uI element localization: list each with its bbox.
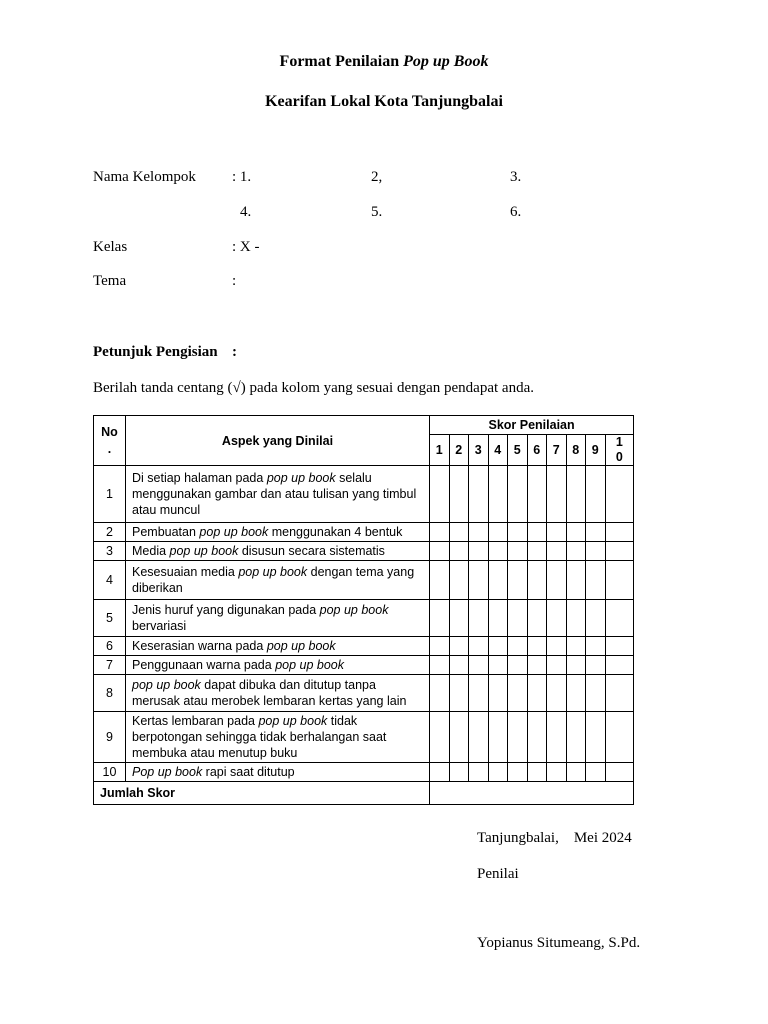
- score-cell-3[interactable]: [469, 637, 489, 656]
- nama-slot-1: : 1.: [232, 169, 252, 185]
- score-cell-2[interactable]: [449, 600, 469, 637]
- score-cell-2[interactable]: [449, 656, 469, 675]
- score-cell-10[interactable]: [605, 675, 634, 712]
- score-cell-9[interactable]: [586, 763, 606, 782]
- aspect-text-part: Media: [132, 544, 170, 558]
- aspect-text: [126, 561, 430, 600]
- aspect-text-italic: pop up book: [319, 603, 389, 617]
- aspect-text-italic: pop up book: [238, 565, 308, 579]
- score-cell-4[interactable]: [488, 656, 508, 675]
- score-cell-5[interactable]: [508, 637, 528, 656]
- title-text: Format Penilaian: [279, 53, 404, 70]
- aspect-text-italic: pop up book: [266, 639, 336, 653]
- aspect-text-italic: pop up book: [132, 678, 201, 692]
- score-cell-2[interactable]: [449, 561, 469, 600]
- score-cell-3[interactable]: [469, 763, 489, 782]
- signature-name: Yopianus Situmeang, S.Pd.: [477, 935, 641, 951]
- score-cell-10[interactable]: [605, 712, 634, 763]
- table-row: [94, 637, 634, 656]
- table-header-row: [94, 416, 634, 435]
- score-cell-8[interactable]: [566, 763, 586, 782]
- table-row: [94, 600, 634, 637]
- score-cell-6[interactable]: [527, 637, 547, 656]
- score-cell-10[interactable]: [605, 656, 634, 675]
- score-cell-10[interactable]: [605, 561, 634, 600]
- row-number: 8: [94, 675, 126, 712]
- score-cell-4[interactable]: [488, 561, 508, 600]
- score-cell-6[interactable]: [527, 561, 547, 600]
- score-cell-5[interactable]: [508, 542, 528, 561]
- score-col-9: 9: [586, 435, 606, 466]
- score-cell-7[interactable]: [547, 523, 567, 542]
- score-cell-1[interactable]: [430, 466, 450, 523]
- aspect-text-part: disusun secara sistematis: [238, 544, 385, 558]
- aspect-text-part: bervariasi: [132, 619, 187, 633]
- total-score-cell[interactable]: [430, 782, 634, 805]
- score-col-2: 2: [449, 435, 469, 466]
- score-cell-2[interactable]: [449, 523, 469, 542]
- row-number: 3: [94, 542, 126, 561]
- score-cell-7[interactable]: [547, 561, 567, 600]
- score-cell-5[interactable]: [508, 763, 528, 782]
- score-cell-6[interactable]: [527, 600, 547, 637]
- score-cell-7[interactable]: [547, 637, 567, 656]
- row-number: 10: [94, 763, 126, 782]
- score-cell-9[interactable]: [586, 600, 606, 637]
- score-cell-2[interactable]: [449, 637, 469, 656]
- aspect-text-italic: pop up book: [258, 714, 328, 728]
- aspect-text: [126, 656, 430, 675]
- score-cell-10[interactable]: [605, 600, 634, 637]
- row-number: 5: [94, 600, 126, 637]
- score-cell-4[interactable]: [488, 675, 508, 712]
- score-cell-4[interactable]: [488, 466, 508, 523]
- score-cell-1[interactable]: [430, 656, 450, 675]
- aspect-text-part: Penggunaan warna pada: [132, 658, 276, 672]
- header-no: No .: [94, 416, 126, 466]
- score-cell-3[interactable]: [469, 712, 489, 763]
- table-row: [94, 542, 634, 561]
- score-cell-10[interactable]: [605, 637, 634, 656]
- score-cell-9[interactable]: [586, 675, 606, 712]
- instructions-heading: Petunjuk Pengisian: [93, 344, 218, 360]
- title-italic: Pop up Book: [403, 53, 489, 70]
- score-cell-8[interactable]: [566, 561, 586, 600]
- nama-slot-5: 5.: [371, 204, 383, 220]
- aspect-text-italic: pop up book: [169, 544, 239, 558]
- score-col-8: 8: [566, 435, 586, 466]
- score-cell-4[interactable]: [488, 523, 508, 542]
- nama-slot-4: 4.: [240, 204, 252, 220]
- score-cell-8[interactable]: [566, 600, 586, 637]
- score-cell-9[interactable]: [586, 542, 606, 561]
- score-cell-9[interactable]: [586, 561, 606, 600]
- row-number: 9: [94, 712, 126, 763]
- score-cell-3[interactable]: [469, 675, 489, 712]
- row-number: 1: [94, 466, 126, 523]
- score-cell-5[interactable]: [508, 466, 528, 523]
- row-number: 2: [94, 523, 126, 542]
- score-cell-4[interactable]: [488, 542, 508, 561]
- aspect-text-part: tidak berpotongan sehingga tidak berhalangan saat membuka atau menutup buku: [132, 714, 387, 760]
- aspect-text-part: Pembuatan: [132, 525, 200, 539]
- row-number: 4: [94, 561, 126, 600]
- score-cell-5[interactable]: [508, 656, 528, 675]
- score-cell-4[interactable]: [488, 600, 508, 637]
- score-cell-4[interactable]: [488, 712, 508, 763]
- score-cell-1[interactable]: [430, 763, 450, 782]
- score-cell-6[interactable]: [527, 763, 547, 782]
- score-cell-5[interactable]: [508, 712, 528, 763]
- score-cell-3[interactable]: [469, 656, 489, 675]
- score-cell-1[interactable]: [430, 637, 450, 656]
- aspect-text-part: Kesesuaian media: [132, 565, 239, 579]
- table-row: [94, 712, 634, 763]
- score-cell-2[interactable]: [449, 675, 469, 712]
- table-row: [94, 656, 634, 675]
- score-cell-1[interactable]: [430, 712, 450, 763]
- assessment-table: [93, 415, 634, 805]
- header-skor-penilaian: Skor Penilaian: [430, 416, 634, 435]
- score-col-10: 1 0: [605, 435, 634, 466]
- score-cell-7[interactable]: [547, 712, 567, 763]
- score-cell-3[interactable]: [469, 561, 489, 600]
- table-row: [94, 523, 634, 542]
- score-col-1: 1: [430, 435, 450, 466]
- score-cell-8[interactable]: [566, 523, 586, 542]
- score-cell-5[interactable]: [508, 675, 528, 712]
- row-number: 6: [94, 637, 126, 656]
- score-cell-6[interactable]: [527, 542, 547, 561]
- nama-slot-3: 3.: [510, 169, 522, 185]
- aspect-text-italic: Pop up book: [132, 765, 203, 779]
- header-aspek: Aspek yang Dinilai: [126, 416, 430, 466]
- score-cell-6[interactable]: [527, 466, 547, 523]
- nama-kelompok-label: Nama Kelompok: [93, 169, 196, 185]
- score-cell-8[interactable]: [566, 637, 586, 656]
- score-cell-1[interactable]: [430, 561, 450, 600]
- score-cell-8[interactable]: [566, 542, 586, 561]
- score-cell-8[interactable]: [566, 712, 586, 763]
- score-cell-1[interactable]: [430, 542, 450, 561]
- aspect-text-part: Jenis huruf yang digunakan pada: [132, 603, 320, 617]
- score-cell-6[interactable]: [527, 675, 547, 712]
- aspect-text-italic: pop up book: [199, 525, 269, 539]
- score-cell-3[interactable]: [469, 523, 489, 542]
- aspect-text: [126, 542, 430, 561]
- instructions-text: Berilah tanda centang (√) pada kolom yang sesuai dengan pendapat anda.: [93, 380, 534, 396]
- score-cell-2[interactable]: [449, 763, 469, 782]
- score-cell-6[interactable]: [527, 712, 547, 763]
- aspect-text: [126, 600, 430, 637]
- tema-value: :: [232, 273, 237, 289]
- score-cell-1[interactable]: [430, 600, 450, 637]
- aspect-text: [126, 763, 430, 782]
- signature-place-date: Tanjungbalai, Mei 2024: [477, 830, 632, 846]
- score-cell-9[interactable]: [586, 637, 606, 656]
- score-cell-4[interactable]: [488, 763, 508, 782]
- score-cell-10[interactable]: [605, 542, 634, 561]
- score-cell-8[interactable]: [566, 675, 586, 712]
- aspect-text-part: rapi saat ditutup: [202, 765, 295, 779]
- score-col-6: 6: [527, 435, 547, 466]
- table-row: [94, 561, 634, 600]
- aspect-text: [126, 466, 430, 523]
- aspect-text-part: dengan tema yang diberikan: [132, 565, 415, 595]
- table-row: [94, 466, 634, 523]
- score-cell-5[interactable]: [508, 600, 528, 637]
- score-col-5: 5: [508, 435, 528, 466]
- score-cell-5[interactable]: [508, 561, 528, 600]
- row-number: 7: [94, 656, 126, 675]
- aspect-text: [126, 523, 430, 542]
- aspect-text-part: Kertas lembaran pada: [132, 714, 259, 728]
- score-col-3: 3: [469, 435, 489, 466]
- instructions-colon: :: [232, 344, 237, 360]
- document-subtitle: Kearifan Lokal Kota Tanjungbalai: [265, 93, 503, 110]
- signature-role: Penilai: [477, 866, 519, 882]
- score-cell-1[interactable]: [430, 675, 450, 712]
- score-cell-8[interactable]: [566, 466, 586, 523]
- score-cell-9[interactable]: [586, 656, 606, 675]
- score-cell-8[interactable]: [566, 656, 586, 675]
- aspect-text-part: dapat dibuka dan ditutup tanpa merusak atau merobek lembaran kertas yang lain: [132, 678, 407, 708]
- score-cell-10[interactable]: [605, 466, 634, 523]
- nama-slot-2: 2,: [371, 169, 383, 185]
- score-cell-3[interactable]: [469, 600, 489, 637]
- score-cell-3[interactable]: [469, 542, 489, 561]
- score-cell-10[interactable]: [605, 523, 634, 542]
- document-title: [0, 53, 768, 71]
- score-cell-7[interactable]: [547, 656, 567, 675]
- score-cell-1[interactable]: [430, 523, 450, 542]
- score-cell-9[interactable]: [586, 466, 606, 523]
- score-cell-6[interactable]: [527, 656, 547, 675]
- nama-slot-6: 6.: [510, 204, 522, 220]
- total-label: Jumlah Skor: [94, 782, 430, 805]
- score-cell-7[interactable]: [547, 542, 567, 561]
- score-cell-2[interactable]: [449, 712, 469, 763]
- aspect-text-part: Keserasian warna pada: [132, 639, 267, 653]
- aspect-text-italic: pop up book: [275, 658, 344, 672]
- score-cell-2[interactable]: [449, 466, 469, 523]
- total-row: [94, 782, 634, 805]
- score-cell-3[interactable]: [469, 466, 489, 523]
- score-cell-4[interactable]: [488, 637, 508, 656]
- aspect-text: [126, 637, 430, 656]
- kelas-value: : X -: [232, 239, 260, 255]
- score-cell-9[interactable]: [586, 523, 606, 542]
- aspect-text-part: selalu menggunakan gambar dan atau tulisan yang timbul atau muncul: [132, 471, 417, 517]
- score-cell-7[interactable]: [547, 466, 567, 523]
- aspect-text-part: menggunakan 4 bentuk: [268, 525, 403, 539]
- score-cell-7[interactable]: [547, 675, 567, 712]
- aspect-text: [126, 712, 430, 763]
- score-cell-10[interactable]: [605, 763, 634, 782]
- score-cell-6[interactable]: [527, 523, 547, 542]
- tema-label: Tema: [93, 273, 127, 289]
- aspect-text: [126, 675, 430, 712]
- aspect-text-italic: pop up book: [266, 471, 336, 485]
- table-row: [94, 763, 634, 782]
- score-col-4: 4: [488, 435, 508, 466]
- score-cell-2[interactable]: [449, 542, 469, 561]
- kelas-label: Kelas: [93, 239, 128, 255]
- score-col-7: 7: [547, 435, 567, 466]
- table-row: [94, 675, 634, 712]
- aspect-text-part: Di setiap halaman pada: [132, 471, 267, 485]
- score-cell-7[interactable]: [547, 600, 567, 637]
- score-cell-9[interactable]: [586, 712, 606, 763]
- score-cell-7[interactable]: [547, 763, 567, 782]
- score-cell-5[interactable]: [508, 523, 528, 542]
